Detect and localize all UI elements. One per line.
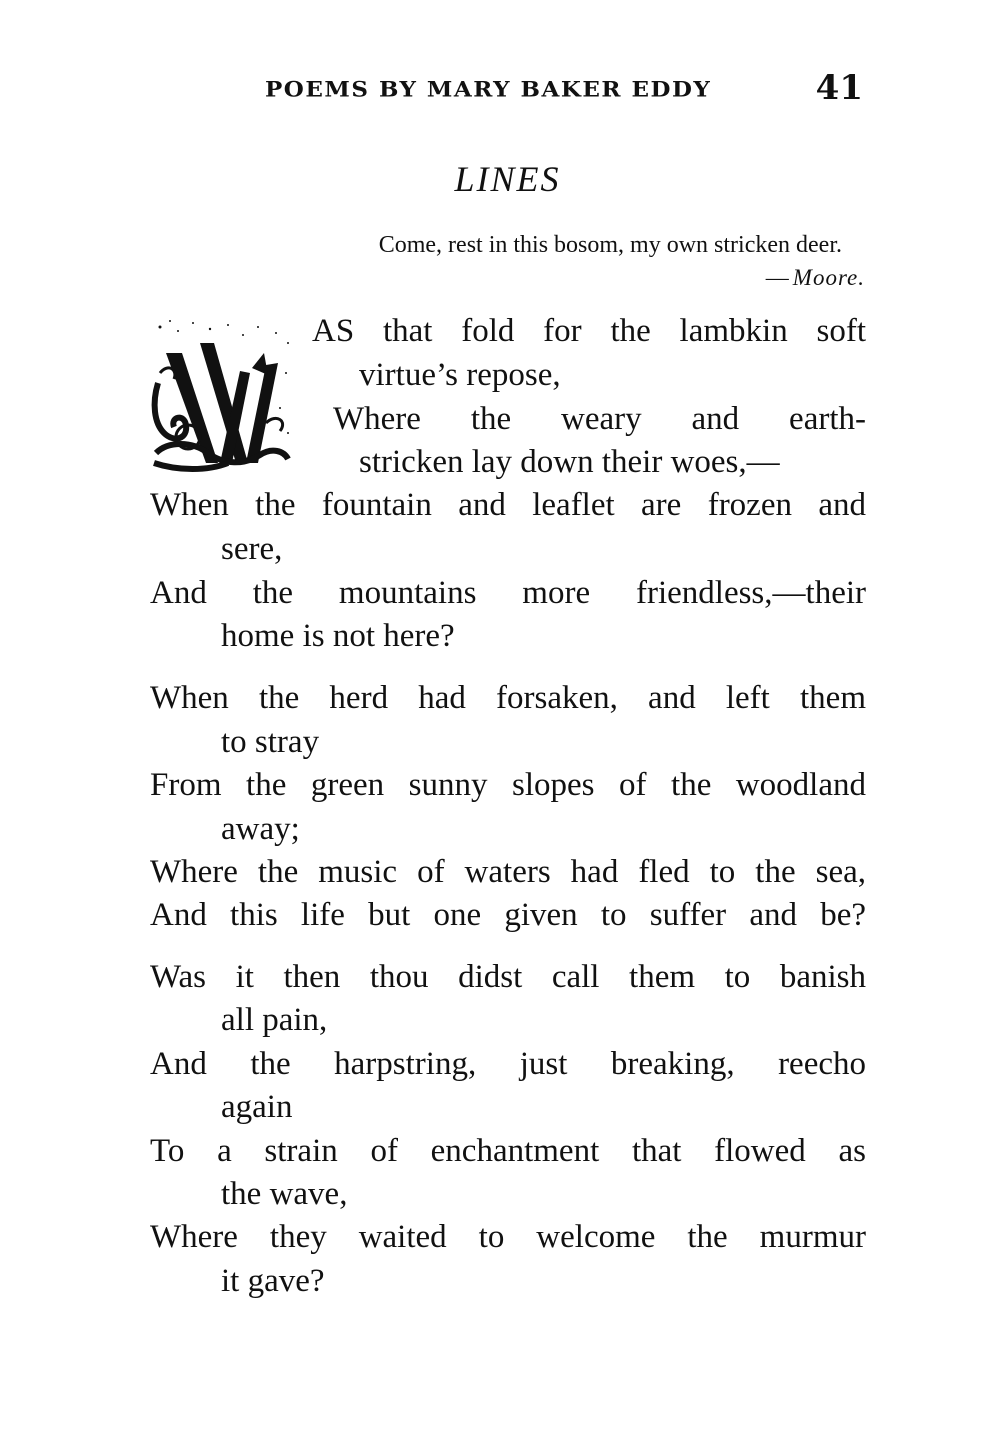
- poem-line: again: [221, 1089, 293, 1125]
- poem-line: it gave?: [221, 1263, 325, 1299]
- epigraph-text: Come, rest in this bosom, my own stricken deer.: [378, 232, 842, 258]
- epigraph-author: Moore.: [792, 265, 865, 290]
- epigraph: [150, 232, 865, 291]
- poem-line: From the green sunny slopes of the woodland: [150, 767, 866, 803]
- running-title: POEMS BY MARY BAKER EDDY: [265, 76, 712, 103]
- ornamental-drop-cap: [148, 313, 298, 473]
- epigraph-dash: —: [765, 265, 789, 290]
- poem-line: And the harpstring, just breaking, reecho: [150, 1046, 866, 1082]
- poem-line: Where they waited to welcome the murmur: [150, 1219, 866, 1255]
- epigraph-attribution: [150, 265, 865, 291]
- poem-line: When the herd had forsaken, and left them: [150, 680, 866, 716]
- poem-line: all pain,: [221, 1002, 328, 1038]
- poem-line: When the fountain and leaflet are frozen and: [150, 487, 866, 523]
- poem-line: the wave,: [221, 1176, 348, 1212]
- poem-line: sere,: [221, 531, 283, 567]
- poem-line: to stray: [221, 724, 320, 760]
- running-head: [265, 70, 865, 110]
- poem-line: Was it then thou didst call them to banish: [150, 959, 866, 995]
- poem-line: AS that fold for the lambkin soft: [312, 313, 866, 349]
- poem-line: Where the music of waters had fled to the sea,: [150, 854, 866, 890]
- poem-line: virtue’s repose,: [359, 357, 561, 393]
- poem-line: To a strain of enchantment that flowed as: [150, 1133, 866, 1169]
- poem-line: away;: [221, 811, 300, 847]
- poem-line: home is not here?: [221, 618, 455, 654]
- poem-line: stricken lay down their woes,—: [359, 444, 780, 480]
- page-number: 41: [815, 68, 863, 108]
- poem-line: And the mountains more friendless,—their: [150, 575, 866, 611]
- poem-line: Where the weary and earth-: [333, 401, 866, 437]
- poem-line: And this life but one given to suffer and be?: [150, 897, 866, 933]
- drop-cap-w-ornament-icon: [148, 313, 298, 473]
- poem-title: LINES: [454, 159, 561, 199]
